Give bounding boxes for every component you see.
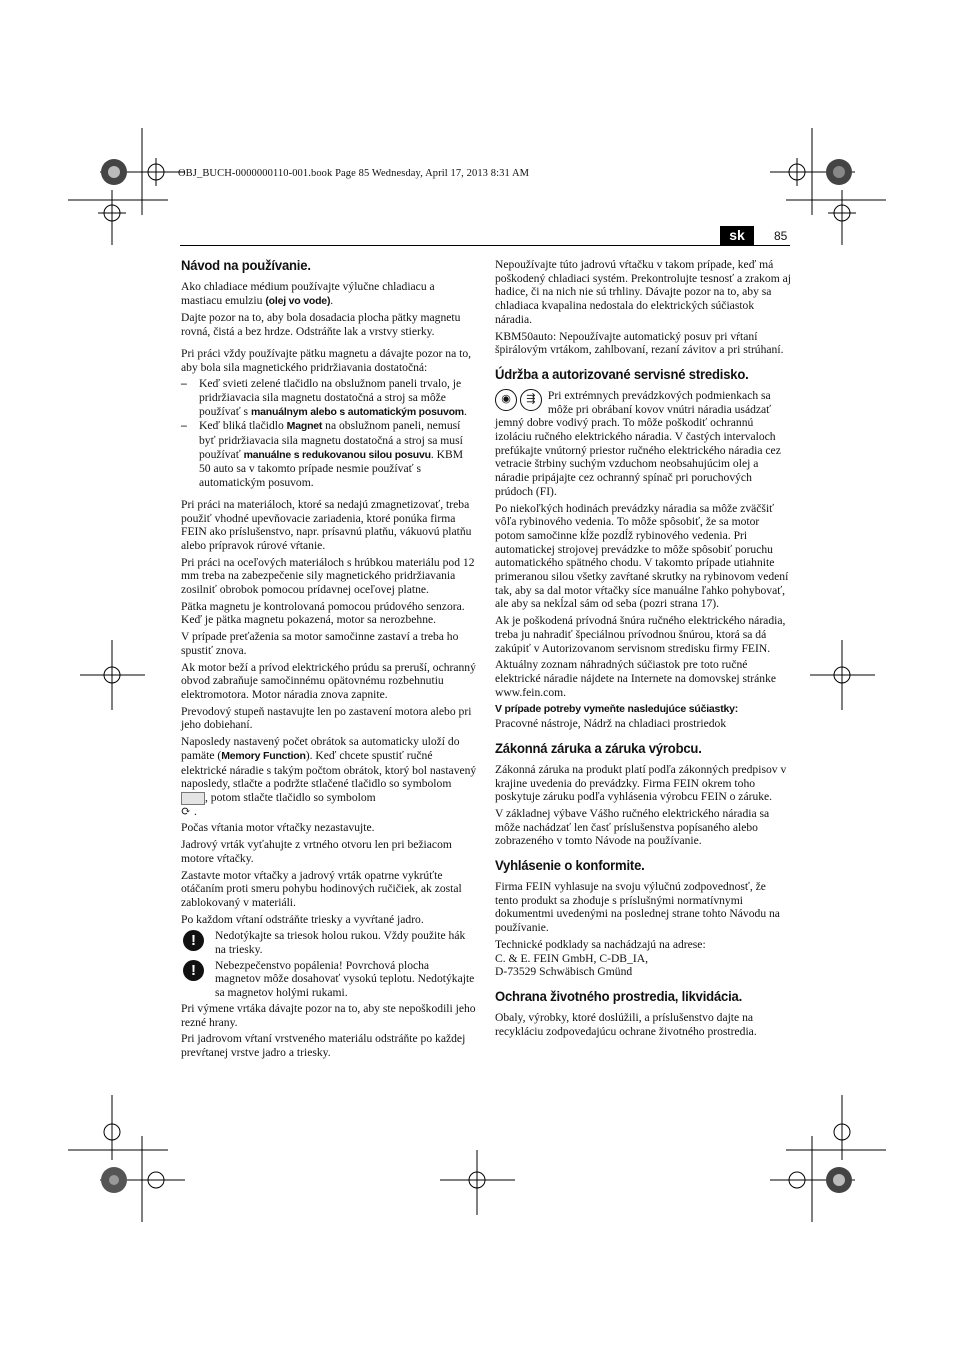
- header-rule: [180, 245, 790, 246]
- paragraph: V prípade preťaženia sa motor samočinne zastaví a treba ho spustiť znova.: [181, 630, 459, 657]
- section-heading-conformity: Vyhlásenie o konformite.: [495, 858, 645, 875]
- text: Keď svieti zelené tlačidlo na obslužnom paneli trvalo, je pridržiavacia sila magnetu dostatočná a stroj sa môže používať s: [199, 377, 462, 418]
- section-heading-warranty: Zákonná záruka a záruka výrobcu.: [495, 740, 702, 757]
- rotation-symbol-icon: ⟳: [181, 803, 192, 818]
- paragraph: Pri výmene vrtáka dávajte pozor na to, aby ste nepoškodili jeho rezné hrany.: [181, 1001, 476, 1029]
- paragraph: Dajte pozor na to, aby bola dosadacia plocha pätky magnetu rovná, čistá a bez hrdze. Odstráňte lak a vrstvy stierky.: [181, 311, 461, 339]
- text: Pri extrémnych prevádzkových podmienkach sa môže pri obrábaní kovov vnútri náradia usádzať jemný dobre vodivý prach. To môže poškodiť ochrannú izoláciu ručného elektrického náradia. V častých intervaloch prefúkajte vnútorný priestor ručného elektrického náradia cez vetracie štrbiny suchým vzduchom neobsahujúcim olej a náradie pripájajte cez ochranný spínač pri poruchových prúdoch (FI).: [495, 388, 781, 498]
- text: . KBM 50 auto sa v takomto prípade nesmie používať s automatickým posuvom.: [199, 447, 464, 490]
- warning-note: [181, 959, 477, 1000]
- section-heading-usage: Návod na používanie.: [181, 258, 311, 274]
- text: .: [193, 804, 197, 818]
- warning-note: [181, 929, 477, 956]
- blow-out-icon: ⇶: [520, 389, 542, 411]
- paragraph: Pätka magnetu je kontrolovaná pomocou prúdového senzora. Keď je pätka magnetu pokazená, motor sa nerozbehne.: [181, 599, 465, 627]
- paragraph: Technické podklady sa nachádzajú na adrese:: [495, 937, 706, 951]
- text: , potom stlačte tlačidlo so symbolom: [205, 790, 376, 804]
- paragraph: [495, 702, 791, 730]
- paragraph: Pri práci vždy používajte pätku magnetu a dávajte pozor na to, aby bola sila magnetického pridržiavania dostatočná:: [181, 346, 472, 374]
- service-icons: [495, 389, 542, 411]
- paragraph: Ak motor beží a prívod elektrického prúdu sa preruší, ochranný obvod zabraňuje samočinnému opätovnému rozbehnutiu elektromotora. Motor náradia znova zapnite.: [181, 660, 476, 701]
- paragraph: Prevodový stupeň nastavujte len po zastavení motora alebo pri jeho dobiehaní.: [181, 704, 472, 732]
- text: .: [463, 404, 467, 418]
- section-heading-environment: Ochrana životného prostredia, likvidácia.: [495, 988, 743, 1005]
- dash-bullet-icon: –: [181, 377, 187, 391]
- paragraph: Ak je poškodená prívodná šnúra ručného elektrického náradia, treba ju nahradiť špeciálnou prívodnou šnúrou, ktorá sa dá zakúpiť v Autorizovanom servisnom stredisku firmy FEIN.: [495, 614, 786, 655]
- text: na obslužnom paneli, nemusí byť pridržiavacia sila magnetu dostatočná a stroj sa musí používať: [199, 419, 463, 461]
- text: Keď bliká tlačidlo: [199, 419, 284, 433]
- dash-bullet-icon: –: [181, 419, 187, 433]
- text: ). Keď chcete spustiť ručné elektrické náradie s takým počtom obrátok, ktorý bol nastavený naposledy, stlačte a podržte stlačené tlačidlo so symbolom: [181, 748, 477, 791]
- paragraph: Nepoužívajte túto jadrovú vŕtačku v takom prípade, keď má poškodený chladiaci systém. Prekontrolujte tesnosť a zrakom aj hadice, či na nich nie sú trhliny. Dávajte pozor na to, aby sa chladiaca kvapalina nedostala do elektrických súčiastok náradia.: [495, 258, 792, 326]
- paragraph: V základnej výbave Vášho ručného elektrického náradia sa môže nachádzať len časť príslušenstva popísaného alebo zobrazeného v tomto Návode na používanie.: [495, 806, 770, 848]
- paragraph: D-73529 Schwäbisch Gmünd: [495, 965, 633, 979]
- paragraph: [181, 280, 477, 308]
- text: Pracovné nástroje, Nádrž na chladiaci prostriedok: [495, 717, 727, 731]
- bold-text: Magnet: [286, 420, 323, 433]
- paragraph: Po niekoľkých hodinách prevádzky náradia sa môže zväčšiť vôľa rybinového vedenia. To môže spôsobiť, že sa motor potom samočinne kĺže pozdĺž rybinového vedenia. Pri automatickej strojovej prevádzke to môže spôsobiť poruchu automatického spätného chodu. V takomto prípade utiahnite primeranou silou všetky zavŕtané skrutky na rybinovom vedení tak, aby sa dal motor vŕtačky síce manuálne ľahko pohybovať, ale aby sa nekĺzal sám od seba (pozri strana 17).: [495, 501, 789, 611]
- paragraph: Zastavte motor vŕtačky a jadrový vrták opatrne vykrúťte otáčaním proti smeru pohybu hodinových ručičiek, ak zostal zablokovaný v materiáli.: [181, 868, 462, 909]
- text: .: [330, 293, 334, 307]
- bold-text: manuálnym alebo s automatickým posuvom: [250, 405, 464, 418]
- paragraph: Pri práci na oceľových materiáloch s hrúbkou materiálu pod 12 mm treba na zabezpečenie sily magnetického pridržiavania zosilniť obrobok pomocou prídavnej oceľovej platne.: [181, 555, 475, 597]
- language-badge: sk: [720, 226, 754, 245]
- text: Ako chladiace médium používajte výlučne chladiacu a mastiacu emulziu: [181, 280, 435, 307]
- paragraph: [495, 389, 791, 499]
- list-item: [181, 377, 477, 419]
- paragraph: Jadrový vrták vyťahujte z vrtného otvoru len pri bežiacom motore vŕtačky.: [181, 838, 452, 865]
- text: Naposledy nastavený počet obrátok sa automaticky uloží do pamäte (: [181, 735, 460, 762]
- bold-text: manuálne s redukovanou silou posuvu: [243, 448, 431, 461]
- paragraph: [181, 735, 477, 818]
- paragraph: Firma FEIN vyhlasuje na svoju výlučnú zodpovednosť, že tento produkt sa zhoduje s príslušnými normatívnymi dokumentmi uvedenými na poslednej strane tohto Návodu na používanie.: [495, 880, 780, 935]
- paragraph: Obaly, výrobky, ktoré doslúžili, a príslušenstvo dajte na recykláciu zodpovedajúcu ochrane životného prostredia.: [495, 1010, 757, 1038]
- left-column: [181, 258, 477, 1063]
- paragraph: Pri jadrovom vŕtaní vrstveného materiálu odstráňte po každej prevŕtanej vrstve jadro a triesky.: [181, 1032, 466, 1059]
- bold-text: Memory Function: [221, 749, 306, 762]
- paragraph: Zákonná záruka na produkt platí podľa zákonných predpisov v krajine uvedenia do prevádzky. Firma FEIN okrem toho poskytuje záruku podľa vyhlásenia výrobcu FEIN o záruke.: [495, 762, 787, 804]
- paragraph: C. & E. FEIN GmbH, C-DB_IA,: [495, 951, 648, 965]
- print-header-line: OBJ_BUCH-0000000110-001.book Page 85 Wednesday, April 17, 2013 8:31 AM: [178, 168, 530, 179]
- paragraph: KBM50auto: Nepoužívajte automatický posuv pri vŕtaní špirálovým vrtákom, zahlbovaní, rezaní závitov a pri strúhaní.: [495, 329, 784, 357]
- right-column: [495, 258, 791, 1041]
- paragraph: Pri práci na materiáloch, ktoré sa nedajú zmagnetizovať, treba použiť vhodné upevňovacie zariadenia, ktoré ponúka firma FEIN ako príslušenstvo, napr. prísavnú platňu, vákuovú platňu alebo prípravok rúrové vŕtanie.: [181, 497, 472, 552]
- section-heading-maintenance: Údržba a autorizované servisné stredisko.: [495, 366, 749, 383]
- warning-exclamation-icon: !: [183, 930, 204, 951]
- list-item: [181, 419, 477, 490]
- paragraph: Aktuálny zoznam náhradných súčiastok pre toto ručné elektrické náradie nájdete na Internete na domovskej stránke www.fein.com.: [495, 658, 777, 699]
- text: Nebezpečenstvo popálenia! Povrchová plocha magnetov môže dosahovať vysokú teplotu. Nedotýkajte sa magnetov holými rukami.: [215, 958, 475, 1000]
- paragraph: Po každom vŕtaní odstráňte triesky a vyvŕtané jadro.: [181, 912, 424, 926]
- text: Nedotýkajte sa triesok holou rukou. Vždy použite hák na triesky.: [215, 929, 466, 957]
- bold-text: V prípade potreby vymeňte nasledujúce súčiastky:: [495, 703, 739, 716]
- bold-text: (olej vo vode): [265, 294, 331, 307]
- eye-protection-icon: ◉: [495, 389, 517, 411]
- page-number: 85: [774, 229, 788, 243]
- paragraph: Počas vŕtania motor vŕtačky nezastavujte.: [181, 821, 375, 835]
- warning-exclamation-icon: !: [183, 960, 204, 981]
